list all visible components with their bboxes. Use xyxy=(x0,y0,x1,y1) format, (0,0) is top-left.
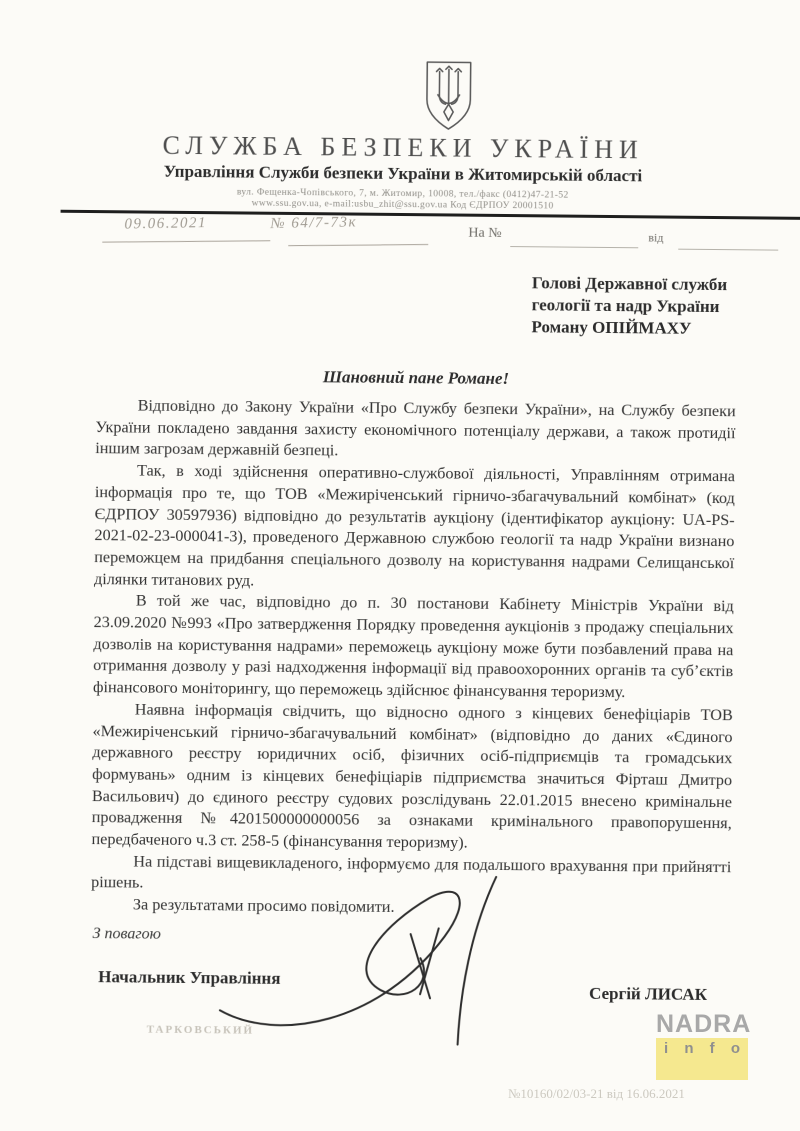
org-subtitle: Управління Служби безпеки України в Житомирській області xyxy=(163,161,643,186)
incoming-date-label: від xyxy=(648,230,664,245)
footer-reference-number: №10160/02/03-21 від 16.06.2021 xyxy=(508,1086,685,1101)
handwritten-date: 09.06.2021 xyxy=(124,214,208,233)
paragraph: Так, в ході здійснення оперативно-службової діяльності, Управлінням отримана інформація про те, що ТОВ «Межиріченський гірничо-збагачувальний комбінат» (код ЄДРПОУ 30597936) відповідно до результатів аукціону (ідентифікатор аукціону: UA-PS-2021-02-23-000041-3), проведеного Державною службою геології та надр України визнано переможцем на придбання спеціального дозволу на користування надрами Селищанської ділянки титанових руд. xyxy=(93,461,736,590)
paragraph: Відповідно до Закону України «Про Службу безпеки України», на Службу безпеки України покладено завдання захисту економічного потенціалу держави, а також протидії іншим загрозам державній безпеці. xyxy=(95,396,736,460)
nadra-logo-text: NADRA xyxy=(656,1010,752,1038)
paragraph: На підставі вищевикладеного, інформуємо для подальшого врахування при прийнятті рішень. xyxy=(91,852,732,893)
handwritten-underline xyxy=(288,244,428,246)
paragraph: За результатами просимо повідомити. xyxy=(132,895,395,917)
recipient-name: Роману ОПІЙМАХУ xyxy=(531,317,692,338)
paragraph: В той же час, відповідно до п. 30 постанови Кабінету Міністрів України від 23.09.2020 №993 «Про затвердження Порядку проведення аукціонів з продажу спеціальних дозволів на користування надрами» переможець аукціону може бути позбавлений права на отримання дозволу у разі надходження інформації від правоохоронних органів та суб’єктів фінансового моніторингу, що переможець здійснює фінансування тероризму. xyxy=(92,591,734,702)
handwritten-underline xyxy=(102,240,270,242)
incoming-number-label: На № xyxy=(468,225,502,241)
letter-body xyxy=(91,395,736,922)
paragraph: Наявна інформація свідчить, що відносно одного з кінцевих бенефіціарів ТОВ «Межиріченський гірничо-збагачувальний комбінат» (відповідно до даних «Єдиного державного реєстру юридичних осіб, фізичних осіб-підприємців та громадських формувань» одним із кінцевих бенефіціарів підприємства значиться Фірташ Дмитро Васильович) до єдиного реєстру судових розслідувань 22.01.2015 внесено кримінальне провадження №4201500000000056 за ознаками кримінального правопорушення, передбаченого ч.3 ст. 258-5 (фінансування тероризму). xyxy=(91,700,733,852)
recipient-line: геології та надр України xyxy=(531,295,720,317)
signer-name: Сергій ЛИСАК xyxy=(588,983,708,1004)
handwritten-outgoing-number: № 64/7-73к xyxy=(270,214,358,232)
incoming-date-blank xyxy=(678,249,778,251)
incoming-number-blank xyxy=(510,246,638,248)
signer-position: Начальник Управління xyxy=(98,967,281,988)
nadra-info-letters: i n f o xyxy=(664,1040,740,1057)
org-contact-line: www.ssu.gov.ua, e-mail:usbu_zhit@ssu.gov.ua Код ЄДРПОУ 20001510 xyxy=(251,198,554,212)
closing-regards: З повагою xyxy=(92,925,161,943)
handwritten-signature xyxy=(208,870,510,1048)
recipient-block xyxy=(531,272,767,340)
salutation: Шановний пане Романе! xyxy=(322,367,510,389)
org-address-line: вул. Фещенка-Чопівського, 7, м. Житомир, 10008, тел./факс (0412)47-21-52 xyxy=(236,187,569,201)
recipient-line: Голові Державної служби xyxy=(531,273,728,295)
org-title: СЛУЖБА БЕЗПЕКИ УКРАЇНИ xyxy=(162,130,644,165)
faint-printed-name: ТАРКОВСЬКИЙ xyxy=(146,1023,255,1037)
ukraine-trident-emblem xyxy=(417,54,480,139)
nadra-logo-box xyxy=(656,1038,748,1080)
